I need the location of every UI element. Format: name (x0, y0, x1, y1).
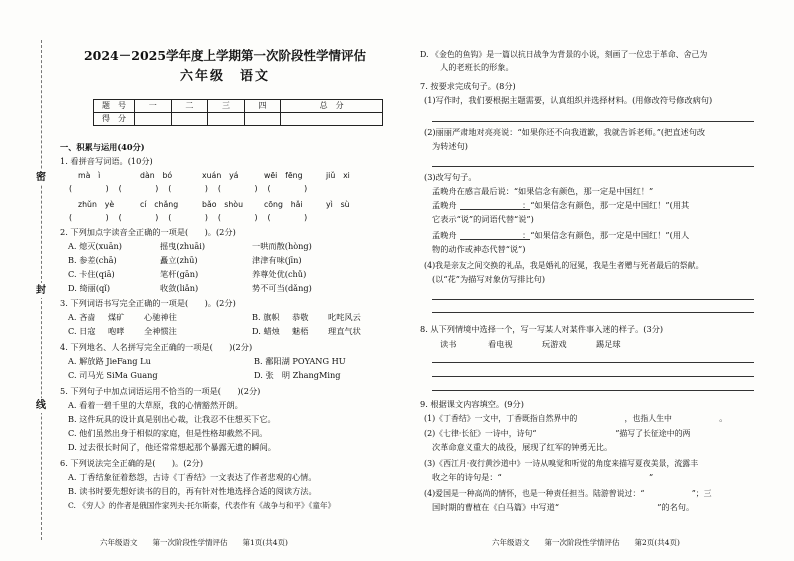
q8-option[interactable]: 读书 (440, 339, 457, 349)
seal-char-mi: 密 (36, 172, 46, 183)
q2-prompt: 2. 下列加点字读音全正确的一项是( )。(2分) (60, 227, 236, 237)
q7-3-rewrite-a: 孟晚舟 ：“如果信念有颜色，那一定是中国红！”(用其 (432, 200, 690, 210)
score-table-score-row (94, 113, 383, 126)
section-one-heading: 一、积累与运用(40分) (60, 142, 145, 152)
option-text: C. 卡住(qiā) (68, 269, 115, 279)
answer-line[interactable] (432, 362, 754, 363)
option-text: 摇曳(zhuāi) (160, 241, 206, 251)
option-text: 叱咤风云 (328, 312, 361, 322)
q2-option-d[interactable] (68, 282, 312, 295)
option-text: 笔杆(gān) (160, 269, 199, 279)
q8-option[interactable]: 踢足球 (596, 339, 621, 349)
pinyin-row-2 (78, 198, 376, 211)
q6-option-d-cont: 人的老班长的形象。 (440, 62, 514, 72)
option-text: 全神惯注 (144, 326, 177, 336)
answer-blank[interactable] (460, 239, 530, 240)
score-cell: 四 (244, 100, 281, 113)
option-text: 津津有味(jīn) (252, 255, 302, 265)
q5-option-c[interactable]: C. 他们虽然出身于相似的家庭，但是性格却截然不同。 (68, 428, 268, 438)
pinyin-row-1 (78, 169, 376, 182)
score-input-cell[interactable] (171, 113, 208, 126)
option-text: C. 司马光 SiMa Guang (68, 370, 158, 380)
answer-parens-row-2[interactable]: ( ) ( ) ( ) ( ) ( ) (68, 213, 309, 222)
q7-3-rewrite-b: 孟晚舟 ：“如果信念有颜色，那一定是中国红！”(用人 (432, 230, 690, 240)
answer-blank[interactable] (460, 209, 530, 210)
q6-option-d[interactable]: D. 《金色的鱼钩》是一篇以抗日战争为背景的小说，刻画了一位忠于革命、舍己为 (420, 50, 708, 59)
q5-option-b[interactable]: B. 这件玩具的设计真是别出心裁，让我忍不住想买下它。 (68, 414, 276, 424)
q4-prompt: 4. 下列地名、人名拼写完全正确的一项是( )(2分) (60, 342, 253, 352)
exam-subtitle: 六年级 语文 (179, 69, 270, 84)
score-input-cell[interactable] (135, 113, 172, 126)
page-footer-right: 六年级语文 第一次阶段性学情评估 第2页(共4页) (492, 538, 680, 547)
q7-2-prompt-cont: 为转述句) (432, 141, 468, 151)
q5-option-d[interactable]: D. 过去很长时间了，他还常常想起那个暴露无遗的瞬间。 (68, 442, 276, 452)
q7-4-prompt: (4)我是亲友之间交换的礼品，我是婚礼的冠冕，我是生者赠与死者最后的祭献。 (424, 261, 704, 270)
option-text: D. 蜡烛 (252, 326, 280, 336)
score-cell: 三 (208, 100, 245, 113)
q4-options-ab[interactable] (68, 355, 346, 368)
page-footer-left: 六年级语文 第一次阶段性学情评估 第1页(共4页) (100, 538, 288, 547)
option-text: A. 吝啬 (68, 312, 96, 322)
q7-1-prompt: (1)写作时，我们要根据主题需要，认真组织并选择材料。(用修改符号修改病句) (424, 95, 713, 105)
option-text: B. 鄱阳湖 POYANG HU (254, 356, 346, 366)
answer-parens-row-1[interactable]: ( ) ( ) ( ) ( ) ( ) (68, 184, 309, 193)
seal-char-xian: 线 (36, 400, 46, 411)
q9-2: (2)《七律·长征》一诗中，诗句“ ”描写了长征途中的两 (424, 429, 691, 438)
q8-options (440, 338, 621, 351)
binding-margin (0, 0, 52, 561)
option-text: A. 解放路 JieFang Lu (68, 356, 151, 366)
option-text: 矗立(zhū) (160, 255, 198, 265)
answer-line[interactable] (432, 390, 754, 391)
option-text: 恭敬 (292, 312, 309, 322)
q6-option-a[interactable]: A. 丁香结象征着愁怨，古诗《丁香结》一文表达了作者悲观的心情。 (68, 472, 317, 482)
score-input-cell[interactable] (281, 113, 383, 126)
q9-2-cont: 次革命意义重大的战役，展现了红军的钟勇无比。 (432, 442, 613, 452)
q2-option-a[interactable] (68, 240, 312, 253)
q2-option-c[interactable] (68, 268, 306, 281)
q9-prompt: 9. 根据课文内容填空。(9分) (420, 399, 524, 409)
score-cell: 一 (135, 100, 172, 113)
q7-2-prompt: (2)丽丽严肃地对亮亮说：“如果你还不向我道歉，我就告诉老师。”(把直述句改 (424, 127, 706, 137)
q7-prompt: 7. 按要求完成句子。(8分) (420, 81, 516, 91)
option-text: 势不可当(dǎng) (252, 283, 312, 293)
q8-prompt: 8. 从下列情境中选择一个，写一写某人对某件事入迷的样子。(3分) (420, 324, 664, 334)
q7-3-rewrite-b-note: 物的动作或神态代替“说”) (432, 244, 526, 254)
score-cell: 得 分 (94, 113, 135, 126)
pinyin: bǎo shòu (202, 200, 244, 209)
option-text: C. 日寇 (68, 326, 96, 336)
answer-line[interactable] (432, 166, 754, 167)
pinyin: jiǔ xi (326, 171, 350, 180)
q6-option-b[interactable]: B. 读书时要先想好读书的目的，再有针对性地选择合适的阅读方法。 (68, 486, 317, 496)
q7-3-rewrite-a-note: 它表示“说”的词语代替“说”) (432, 214, 534, 224)
q8-option[interactable]: 看电视 (488, 339, 513, 349)
right-column (420, 0, 760, 561)
pinyin: cí chǎng (140, 200, 179, 209)
score-cell: 二 (171, 100, 208, 113)
pinyin: wēi fēng (264, 171, 303, 180)
pinyin: mà ì (78, 171, 101, 180)
answer-line[interactable] (432, 376, 754, 377)
exam-title: 2024－2025学年度上学期第一次阶段性学情评估 (83, 48, 367, 63)
q5-option-a[interactable]: A. 看着一碧千里的大草原，我的心情豁然开朗。 (68, 400, 243, 410)
q7-3-prompt: (3)改写句子。 (424, 172, 477, 182)
q8-option[interactable]: 玩游戏 (542, 339, 567, 349)
q3-options-cd[interactable] (68, 325, 361, 338)
score-table (93, 99, 383, 126)
pinyin: yì sù (326, 200, 350, 209)
q4-options-cd[interactable] (68, 369, 341, 382)
option-text: B. 参差(chā) (68, 255, 117, 265)
q9-1: (1)《丁香结》一文中，丁香既指自然界中的 ，也指人生中 。 (424, 414, 728, 423)
pinyin: xuán yá (202, 171, 239, 180)
q9-3: (3)《西江月·夜行黄沙道中》一诗从嗅觉和听觉的角度来描写夏夜美景，流露丰 (424, 459, 699, 468)
option-text: 一哄而散(hòng) (252, 241, 312, 251)
q9-4: (4)爱国是一种高尚的情怀，也是一种责任担当。陆游曾说过：“ ”；三 (424, 489, 712, 498)
q5-prompt: 5. 下列句子中加点词语运用不恰当的一项是( )(2分) (60, 386, 261, 396)
score-table-header-row (94, 100, 383, 113)
q6-option-c[interactable]: C. 《穷人》的作者是俄国作家列夫·托尔斯泰，代表作有《战争与和平》《童年》 (68, 501, 336, 510)
q7-3-original: 孟晚舟在感言最后说：“如果信念有颜色，那一定是中国红！” (432, 186, 654, 196)
option-text: 理直气状 (328, 326, 361, 336)
q9-4-cont: 国时期的曹植在《白马篇》中写道“ ”的名句。 (432, 502, 695, 512)
option-text: 魅梧 (292, 326, 309, 336)
pinyin: zhǔn yè (78, 200, 115, 209)
answer-line[interactable] (432, 121, 754, 122)
q7-4-prompt-cont: (以“花”为描写对象仿写排比句) (432, 274, 546, 284)
option-text: 心驰神往 (144, 312, 177, 322)
score-input-cell[interactable] (244, 113, 281, 126)
option-text: D. 绮丽(qǐ) (68, 283, 111, 293)
answer-line[interactable] (432, 299, 754, 300)
q3-options-ab[interactable] (68, 311, 361, 324)
option-text: A. 熄灭(xuān) (68, 241, 122, 251)
q3-prompt: 3. 下列词语书写完全正确的一项是( )。(2分) (60, 298, 236, 308)
option-text: D. 张 明 ZhangMing (254, 370, 341, 380)
seal-char-feng: 封 (36, 285, 46, 296)
q1-prompt: 1. 看拼音写词语。(10分) (60, 156, 153, 166)
q6-prompt: 6. 下列说法完全正确的是( )。(2分) (60, 458, 204, 468)
option-text: B. 旗帜 (252, 312, 280, 322)
pinyin: dàn bó (140, 171, 173, 180)
option-text: 咆哮 (108, 326, 125, 336)
pinyin: cōng hǎi (264, 200, 303, 209)
left-column (60, 0, 390, 561)
score-input-cell[interactable] (208, 113, 245, 126)
option-text: 养尊处优(chǔ) (252, 269, 307, 279)
q9-3-cont: 收之年的诗句是：“ ” (432, 472, 654, 482)
option-text: 收敛(liǎn) (160, 283, 199, 293)
q2-option-b[interactable] (68, 254, 302, 267)
option-text: 煤矿 (108, 312, 125, 322)
answer-line[interactable] (432, 312, 754, 313)
score-cell: 总 分 (281, 100, 383, 113)
score-cell: 题 号 (94, 100, 135, 113)
